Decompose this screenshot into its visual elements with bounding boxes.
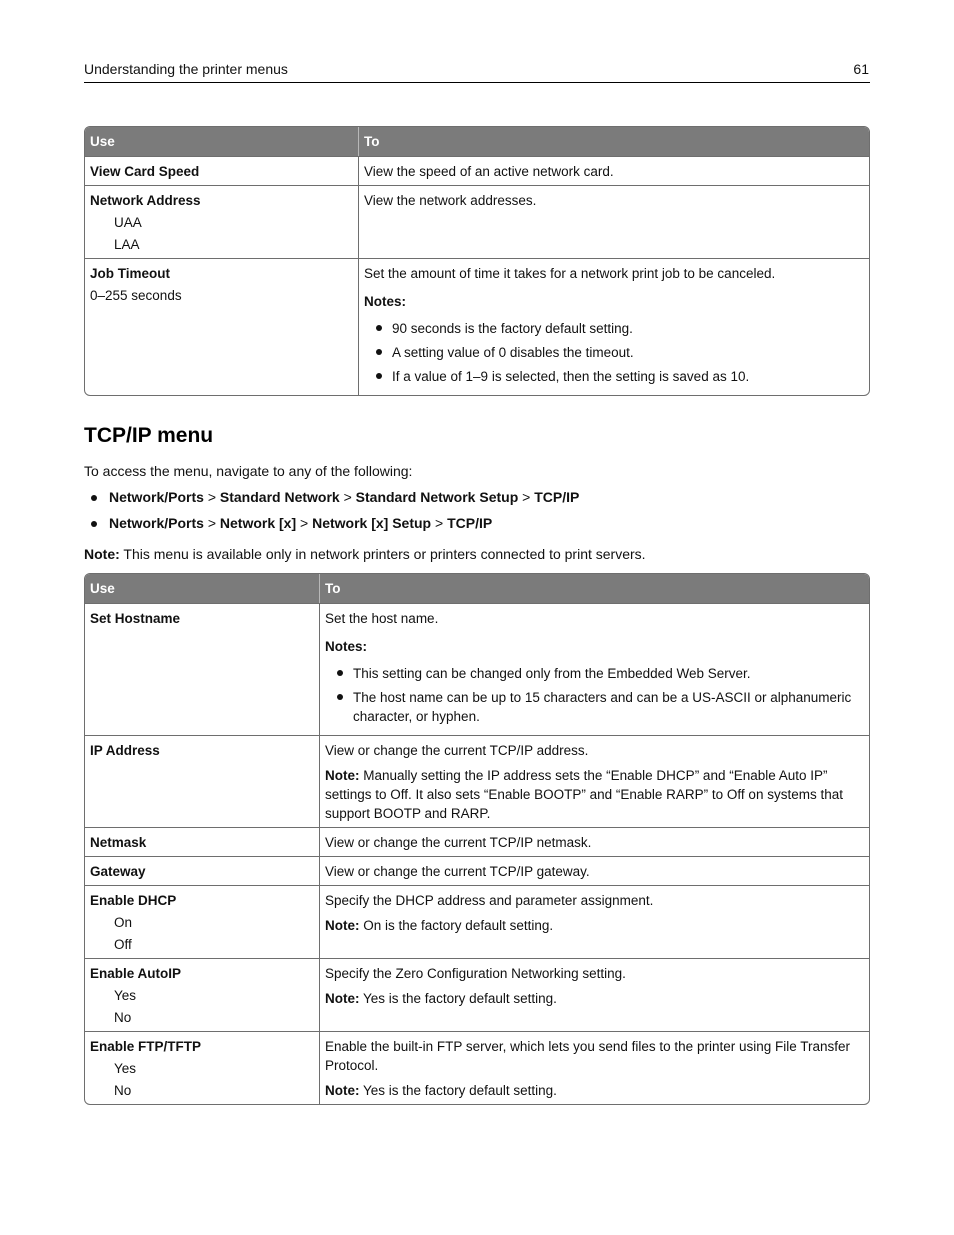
table-row	[85, 185, 869, 258]
menu-item-name: Set Hostname	[90, 611, 181, 626]
menu-item-description: View the network addresses.	[364, 193, 537, 208]
note-item: A setting value of 0 disables the timeout.	[364, 343, 865, 362]
notes-heading: Notes:	[364, 294, 407, 309]
to-cell	[319, 856, 869, 885]
notes-list	[325, 664, 865, 726]
note-line	[325, 1081, 865, 1100]
menu-item-description: Specify the Zero Configuration Networking setting.	[325, 966, 626, 981]
table-row	[85, 885, 869, 958]
path-step: Network/Ports	[109, 515, 204, 531]
tcpip-menu-table	[84, 573, 870, 1105]
note-text: Manually setting the IP address sets the “Enable DHCP” and “Enable Auto IP” settings to Off. It also sets “Enable BOOTP” and “Enable RARP” to Off on systems that support BOOTP and RARP.	[325, 768, 843, 821]
menu-option: No	[114, 1083, 132, 1098]
to-cell	[319, 885, 869, 958]
use-cell	[85, 958, 319, 1031]
column-header-to: To	[319, 574, 869, 603]
note-label: Note:	[325, 991, 360, 1006]
menu-option: UAA	[114, 215, 142, 230]
use-cell	[85, 603, 319, 735]
table-row	[85, 1031, 869, 1104]
table-row	[85, 156, 869, 185]
table-row	[85, 603, 869, 735]
note-item: This setting can be changed only from the Embedded Web Server.	[325, 664, 865, 683]
section-title: TCP/IP menu	[84, 424, 214, 447]
header-title: Understanding the printer menus	[84, 61, 288, 77]
path-step: Standard Network	[219, 489, 340, 505]
menu-item-name: Enable DHCP	[90, 893, 177, 908]
path-step: TCP/IP	[447, 515, 493, 531]
note-item: 90 seconds is the factory default setting.	[364, 319, 865, 338]
menu-option-range: 0–255 seconds	[90, 288, 182, 303]
use-cell	[85, 885, 319, 958]
to-cell	[319, 603, 869, 735]
path-separator: >	[435, 515, 444, 531]
menu-item-description: View or change the current TCP/IP gateway.	[325, 864, 590, 879]
use-cell	[85, 185, 358, 258]
navigation-paths	[84, 489, 579, 541]
note-text: Yes is the factory default setting.	[363, 991, 557, 1006]
use-cell	[85, 156, 358, 185]
column-header-to: To	[358, 127, 869, 156]
section-intro: To access the menu, navigate to any of the following:	[84, 463, 413, 479]
note-text: This menu is available only in network printers or printers connected to print servers.	[123, 546, 646, 562]
note-label: Note:	[84, 546, 120, 562]
note-text: On is the factory default setting.	[363, 918, 554, 933]
menu-item-name: Gateway	[90, 864, 146, 879]
menu-item-name: View Card Speed	[90, 164, 200, 179]
use-cell	[85, 1031, 319, 1104]
menu-item-name: Enable FTP/TFTP	[90, 1039, 202, 1054]
column-header-use: Use	[85, 127, 358, 156]
to-cell	[319, 1031, 869, 1104]
to-cell	[319, 827, 869, 856]
navigation-path	[84, 489, 579, 515]
path-separator: >	[522, 489, 531, 505]
path-step: Network [x] Setup	[312, 515, 432, 531]
menu-item-description: Specify the DHCP address and parameter assignment.	[325, 893, 654, 908]
note-label: Note:	[325, 768, 360, 783]
path-separator: >	[343, 489, 352, 505]
menu-option: Yes	[114, 1061, 137, 1076]
menu-item-description: Set the host name.	[325, 611, 439, 626]
note-label: Note:	[325, 1083, 360, 1098]
menu-item-name: Job Timeout	[90, 266, 171, 281]
table-row	[85, 827, 869, 856]
table-row	[85, 258, 869, 395]
table-row	[85, 958, 869, 1031]
path-separator: >	[300, 515, 309, 531]
menu-item-name: IP Address	[90, 743, 160, 758]
menu-item-description: View or change the current TCP/IP netmask.	[325, 835, 592, 850]
menu-item-name: Network Address	[90, 193, 201, 208]
note-line	[325, 916, 865, 935]
path-step: Network/Ports	[109, 489, 204, 505]
path-step: Network [x]	[219, 515, 297, 531]
note-item: The host name can be up to 15 characters and can be a US-ASCII or alphanumeric character, or hyphen.	[325, 688, 865, 726]
menu-option: Off	[114, 937, 132, 952]
use-cell	[85, 827, 319, 856]
note-line	[325, 989, 865, 1008]
network-card-table	[84, 126, 870, 396]
menu-item-name: Netmask	[90, 835, 147, 850]
table-row	[85, 735, 869, 827]
menu-option: Yes	[114, 988, 137, 1003]
to-cell	[358, 185, 869, 258]
menu-option: On	[114, 915, 133, 930]
table-header-row	[85, 127, 869, 156]
note-line	[325, 766, 865, 823]
menu-item-description: View the speed of an active network card.	[364, 164, 614, 179]
to-cell	[358, 258, 869, 395]
path-step: Standard Network Setup	[355, 489, 519, 505]
page-number: 61	[853, 61, 869, 77]
note-label: Note:	[325, 918, 360, 933]
use-cell	[85, 856, 319, 885]
table-row	[85, 856, 869, 885]
notes-list	[364, 319, 865, 386]
path-separator: >	[207, 515, 216, 531]
note-item: If a value of 1–9 is selected, then the setting is saved as 10.	[364, 367, 865, 386]
menu-item-description: Set the amount of time it takes for a network print job to be canceled.	[364, 266, 776, 281]
menu-item-description: Enable the built-in FTP server, which lets you send files to the printer using File Transfer Protocol.	[325, 1039, 851, 1073]
to-cell	[358, 156, 869, 185]
page-header	[84, 60, 870, 83]
use-cell	[85, 735, 319, 827]
to-cell	[319, 958, 869, 1031]
table-header-row	[85, 574, 869, 603]
note-text: Yes is the factory default setting.	[363, 1083, 557, 1098]
column-header-use: Use	[85, 574, 319, 603]
navigation-path	[84, 515, 579, 541]
menu-item-description: View or change the current TCP/IP address.	[325, 743, 589, 758]
path-step: TCP/IP	[534, 489, 580, 505]
menu-option: No	[114, 1010, 132, 1025]
page-note	[84, 546, 646, 562]
menu-option: LAA	[114, 237, 140, 252]
to-cell	[319, 735, 869, 827]
path-separator: >	[207, 489, 216, 505]
menu-item-name: Enable AutoIP	[90, 966, 182, 981]
use-cell	[85, 258, 358, 395]
notes-heading: Notes:	[325, 639, 368, 654]
